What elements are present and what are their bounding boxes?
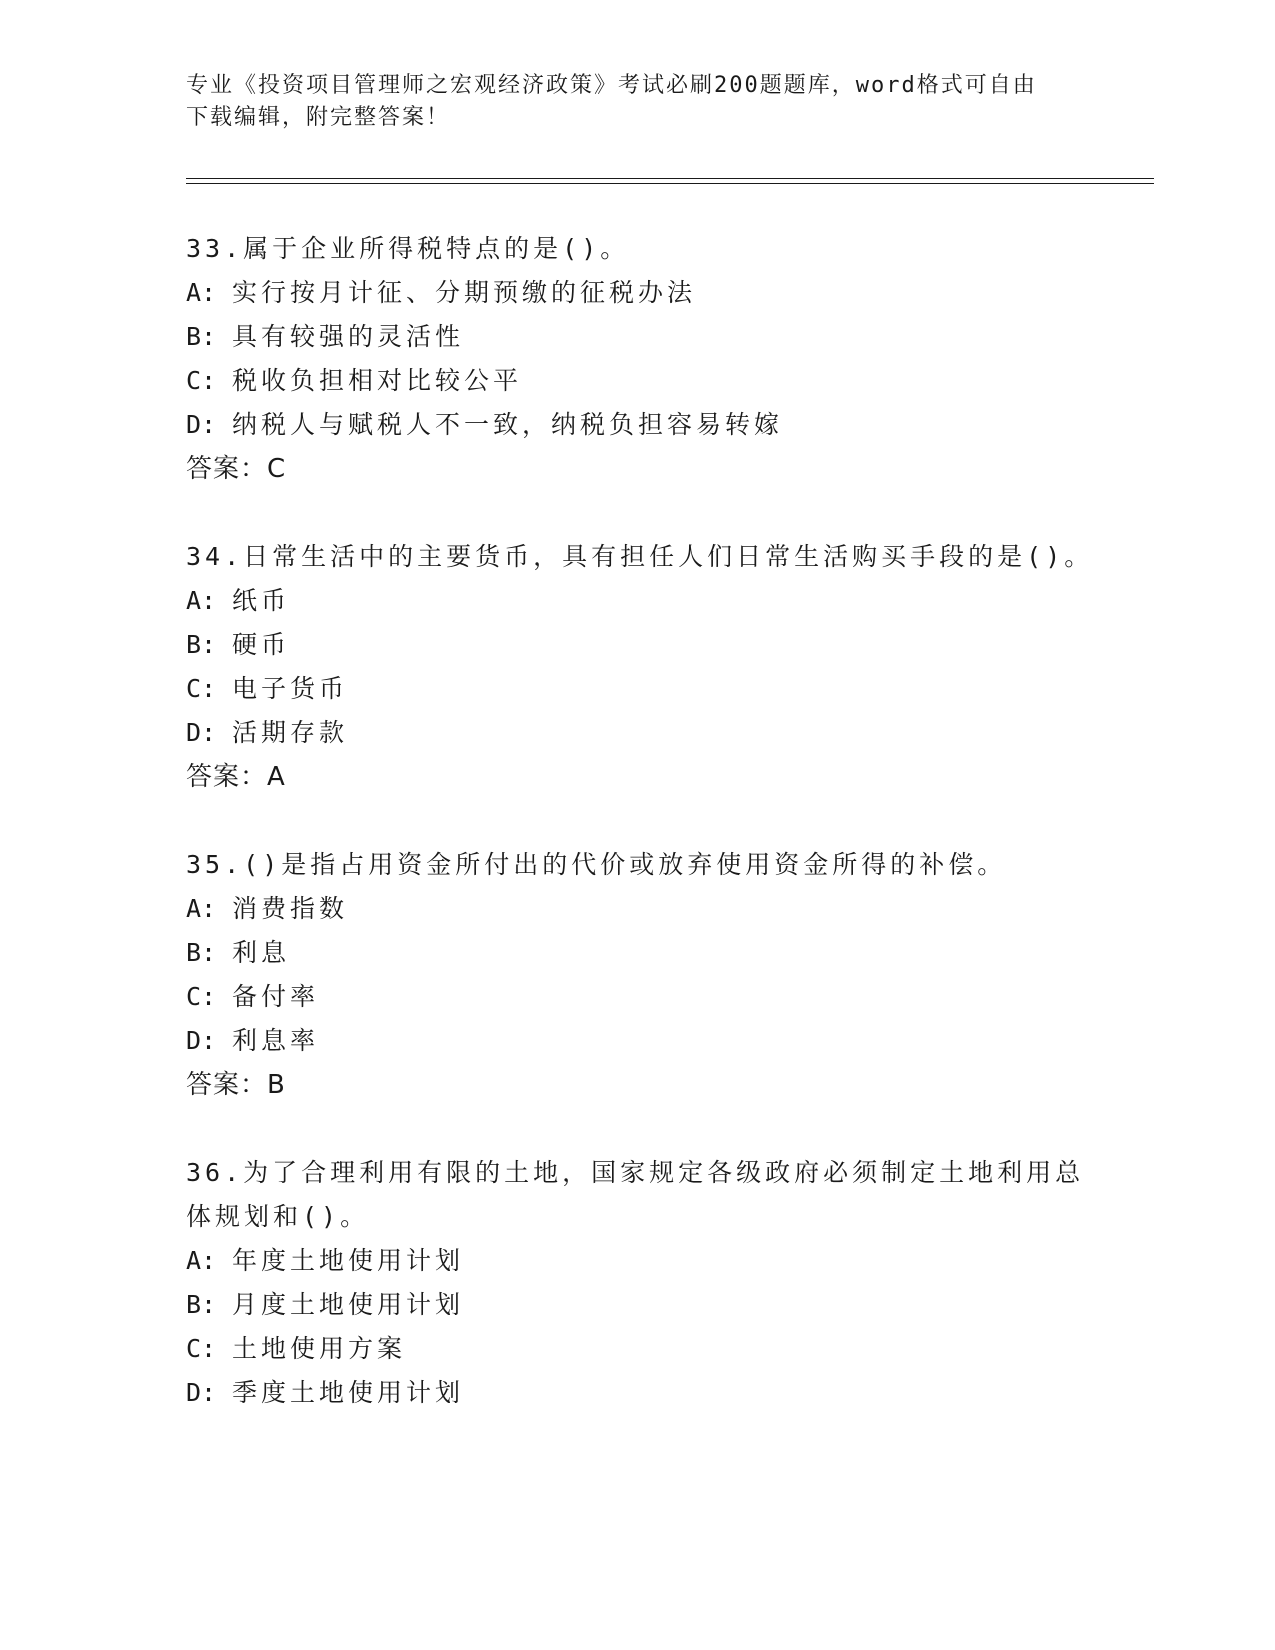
option-letter: C: [186,982,217,1011]
option-text: 季度土地使用计划 [232,1378,465,1407]
option-c [186,672,348,706]
answer-label: 答案：A [186,762,286,792]
option-text: 实行按月计征、分期预缴的征税办法 [232,278,697,307]
option-c [186,980,319,1014]
option-a [186,1244,464,1278]
answer-label: 答案：B [186,1070,286,1100]
option-text: 年度土地使用计划 [232,1246,465,1275]
option-letter: D: [186,410,217,439]
option-a [186,584,290,618]
question-stem: 35.()是指占用资金所付出的代价或放弃使用资金所得的补偿。 [186,850,1007,879]
option-text: 利息率 [232,1026,320,1055]
option-letter: B: [186,1290,217,1319]
option-text: 备付率 [232,982,320,1011]
option-b [186,936,290,970]
header-line-1: 专业《投资项目管理师之宏观经济政策》考试必刷200题题库，word格式可自由 [186,73,1037,98]
option-text: 具有较强的灵活性 [232,322,465,351]
option-d [186,408,783,442]
question-stem-line-1: 36.为了合理利用有限的土地，国家规定各级政府必须制定土地利用总 [186,1158,1085,1187]
option-text: 土地使用方案 [232,1334,407,1363]
option-letter: C: [186,1334,217,1363]
option-letter: C: [186,674,217,703]
option-d [186,716,348,750]
document-header [186,70,1086,134]
option-b [186,628,290,662]
option-a [186,892,348,926]
option-letter: A: [186,278,217,307]
option-letter: C: [186,366,217,395]
option-text: 纸币 [232,586,291,615]
option-text: 电子货币 [232,674,349,703]
option-c [186,364,522,398]
option-letter: A: [186,586,217,615]
option-text: 月度土地使用计划 [232,1290,465,1319]
option-d [186,1376,464,1410]
option-letter: B: [186,322,217,351]
header-divider-bottom [186,183,1154,184]
option-text: 消费指数 [232,894,349,923]
option-letter: B: [186,630,217,659]
header-line-2: 下载编辑，附完整答案！ [186,105,451,130]
option-text: 硬币 [232,630,291,659]
option-text: 税收负担相对比较公平 [232,366,523,395]
option-text: 活期存款 [232,718,349,747]
option-b [186,1288,464,1322]
question-stem: 34.日常生活中的主要货币，具有担任人们日常生活购买手段的是()。 [186,542,1094,571]
option-c [186,1332,406,1366]
option-text: 纳税人与赋税人不一致，纳税负担容易转嫁 [232,410,784,439]
option-a [186,276,696,310]
answer-label: 答案：C [186,454,287,484]
option-letter: B: [186,938,217,967]
option-letter: D: [186,1378,217,1407]
option-letter: D: [186,1026,217,1055]
option-letter: D: [186,718,217,747]
question-stem-line-2: 体规划和()。 [186,1202,370,1231]
question-stem: 33.属于企业所得税特点的是()。 [186,234,630,263]
option-text: 利息 [232,938,291,967]
header-divider-top [186,178,1154,179]
option-d [186,1024,319,1058]
option-letter: A: [186,1246,217,1275]
option-b [186,320,464,354]
option-letter: A: [186,894,217,923]
